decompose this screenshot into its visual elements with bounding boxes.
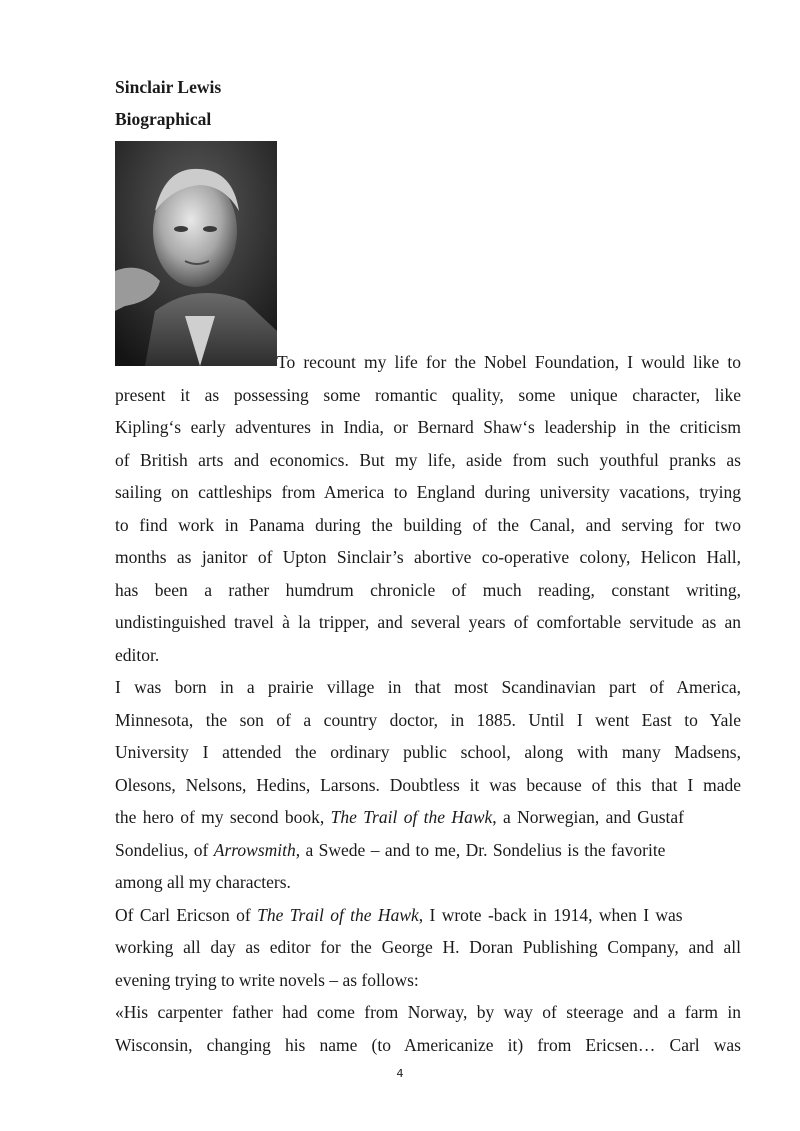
text-line: among all my characters.: [115, 872, 291, 892]
text-run: , I wrote -back in 1914, when I was: [418, 905, 683, 925]
text-line: editor.: [115, 645, 160, 665]
text-line: months as janitor of Upton Sinclair’s abortive co-operative colony, Helicon Hall,: [115, 547, 741, 567]
text-line: Wisconsin, changing his name (to Americanize it) from Ericsen… Carl was: [115, 1035, 741, 1055]
text-run: , a Norwegian, and Gustaf: [492, 807, 684, 827]
text-line: University I attended the ordinary public school, along with many Madsens,: [115, 742, 741, 762]
author-portrait: [115, 141, 277, 366]
text-line: [115, 806, 741, 828]
book-title: The Trail of the Hawk: [330, 807, 493, 827]
text-run: , a Swede – and to me, Dr. Sondelius is the favorite: [295, 840, 666, 860]
text-line: of British arts and economics. But my life, aside from such youthful pranks as: [115, 450, 741, 470]
book-title: The Trail of the Hawk: [257, 905, 419, 925]
text-run: Sondelius, of: [115, 840, 214, 860]
text-line: present it as possessing some romantic quality, some unique character, like: [115, 385, 741, 405]
section-heading: Biographical: [115, 109, 212, 129]
text-line: has been a rather humdrum chronicle of much reading, constant writing,: [115, 580, 741, 600]
text-line: [115, 904, 741, 926]
text-line: Olesons, Nelsons, Hedins, Larsons. Doubtless it was because of this that I made: [115, 775, 741, 795]
page-title: Sinclair Lewis: [115, 77, 222, 97]
text-line: working all day as editor for the George H. Doran Publishing Company, and all: [115, 937, 741, 957]
text-line: Minnesota, the son of a country doctor, in 1885. Until I went East to Yale: [115, 710, 741, 730]
book-title: Arrowsmith: [213, 840, 296, 860]
text-run: the hero of my second book,: [115, 807, 331, 827]
text-line: «His carpenter father had come from Norway, by way of steerage and a farm in: [115, 1002, 741, 1022]
text-line: Kipling‘s early adventures in India, or Bernard Shaw‘s leadership in the criticism: [115, 417, 741, 437]
text-line: to find work in Panama during the building of the Canal, and serving for two: [115, 515, 741, 535]
portrait-image: [115, 141, 277, 366]
text-run: Of Carl Ericson of: [115, 905, 258, 925]
text-line: undistinguished travel à la tripper, and several years of comfortable servitude as an: [115, 612, 741, 632]
text-line: evening trying to write novels – as follows:: [115, 970, 419, 990]
text-line: To recount my life for the Nobel Foundation, I would like to: [277, 352, 741, 372]
text-line: I was born in a prairie village in that most Scandinavian part of America,: [115, 677, 741, 697]
text-line: sailing on cattleships from America to England during university vacations, trying: [115, 482, 741, 502]
text-line: [115, 839, 741, 861]
page-number: 4: [396, 1067, 404, 1080]
